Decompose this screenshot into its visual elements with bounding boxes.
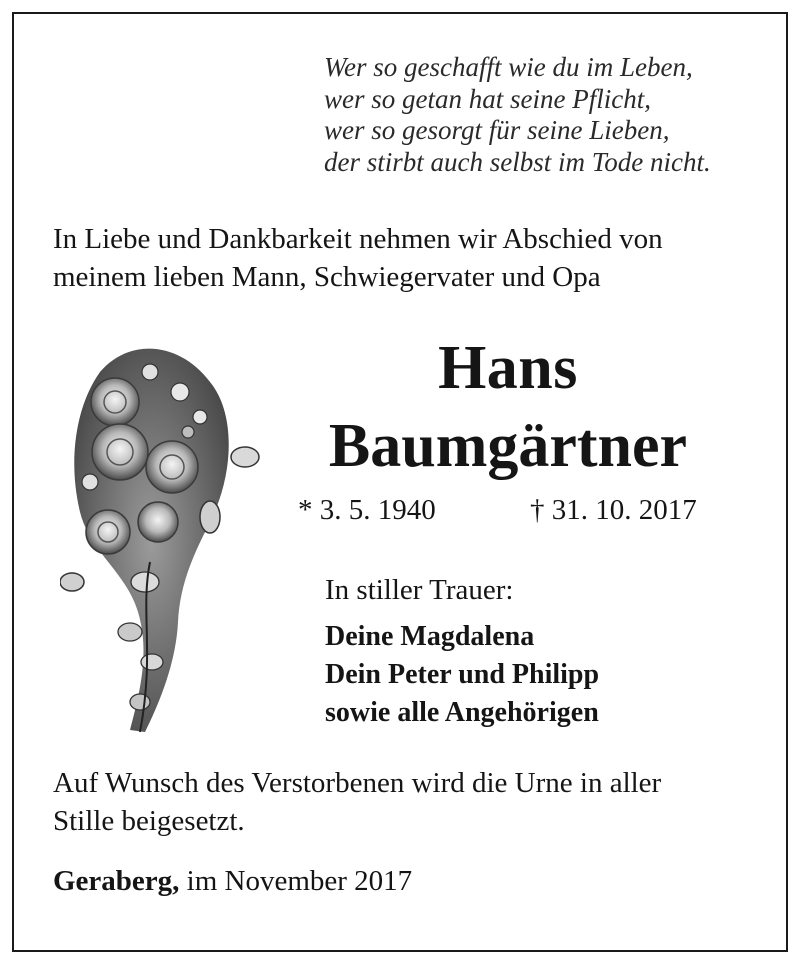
burial-note [53,764,773,840]
poem [324,52,764,178]
poem-line: der stirbt auch selbst im Tode nicht. [324,146,711,177]
place-and-date [53,862,412,900]
mourner-name: sowie alle Angehörigen [325,697,599,728]
death-date: † 31. 10. 2017 [530,494,697,526]
deceased-last-name: Baumgärtner [328,412,688,480]
mourner-name: Deine Magdalena [325,621,535,652]
date: im November 2017 [186,865,413,897]
note-line: Stille beigesetzt. [53,805,245,837]
intro-line: meinem lieben Mann, Schwiegervater und Opa [53,261,601,293]
place: Geraberg, [53,865,180,897]
flower-bouquet-icon [60,332,260,752]
mourner-name: Dein Peter und Philipp [325,659,600,690]
intro-line: In Liebe und Dankbarkeit nehmen wir Abschied von [53,223,663,255]
poem-line: Wer so geschafft wie du im Leben, [324,52,693,82]
intro-text [53,220,763,296]
mourners-list [325,618,599,732]
note-line: Auf Wunsch des Verstorbenen wird die Urne in aller [53,767,662,799]
birth-date: * 3. 5. 1940 [298,494,436,526]
poem-line: wer so getan hat seine Pflicht, [324,83,651,114]
deceased-first-name: Hans [438,334,578,402]
mourning-label: In stiller Trauer: [325,574,514,606]
poem-line: wer so gesorgt für seine Lieben, [324,115,670,145]
